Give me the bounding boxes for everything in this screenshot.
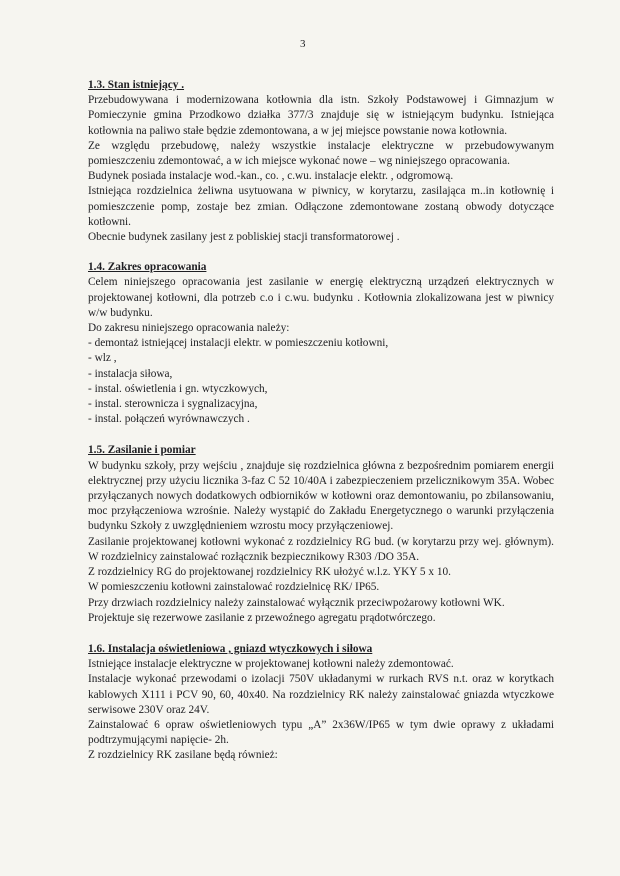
paragraph: Istniejące instalacje elektryczne w projektowanej kotłowni należy zdemontować. <box>88 658 454 671</box>
paragraph: Istniejąca rozdzielnica żeliwna usytuowana w piwnicy, w korytarzu, zasilająca m..in kotłownię i pomieszczenie pomp, zostaje bez zmian. Odłączone zdemontowane zostaną obwody dotyczące kotłowni. <box>88 185 554 228</box>
paragraph: Z rozdzielnicy RK zasilane będą również: <box>88 749 278 762</box>
section-zasilanie-i-pomiar <box>88 443 554 625</box>
list-item: - wlz , <box>88 352 117 365</box>
paragraph: Zasilanie projektowanej kotłowni wykonać z rozdzielnicy RG bud. (w korytarzu przy wej. głównym). W rozdzielnicy zainstalować rozłącznik bezpiecznikowy R303 /DO 35A. <box>88 535 554 563</box>
list-item: - instalacja siłowa, <box>88 367 173 380</box>
section-heading: 1.4. Zakres opracowania <box>88 261 207 274</box>
paragraph: Z rozdzielnicy RG do projektowanej rozdzielnicy RK ułożyć w.l.z. YKY 5 x 10. <box>88 566 451 579</box>
paragraph: Projektuje się rezerwowe zasilanie z przewoźnego agregatu prądotwórczego. <box>88 611 436 624</box>
list-item: - instal. sterownicza i sygnalizacyjna, <box>88 398 258 411</box>
list-item: - demontaż istniejącej instalacji elektr. w pomieszczeniu kotłowni, <box>88 337 389 350</box>
document-body <box>88 74 554 764</box>
section-instalacja-oswietleniowa <box>88 642 554 764</box>
paragraph: W pomieszczeniu kotłowni zainstalować rozdzielnicę RK/ IP65. <box>88 581 380 594</box>
paragraph: Celem niniejszego opracowania jest zasilanie w energię elektryczną urządzeń elektrycznych w projektowanej kotłowni, dla potrzeb c.o i c.wu. budynku . Kotłownia zlokalizowana jest w piwnicy w/w budynku. <box>88 276 554 319</box>
list-item: - instal. oświetlenia i gn. wtyczkowych, <box>88 382 268 395</box>
paragraph: Ze względu przebudowę, należy wszystkie instalacje elektryczne w przebudowywanym pomieszczeniu zdemontować, a w ich miejsce wykonać nowe – wg niniejszego opracowania. <box>88 139 554 168</box>
paragraph: Obecnie budynek zasilany jest z pobliskiej stacji transformatorowej . <box>88 231 400 244</box>
scope-list <box>88 336 554 427</box>
page-number: 3 <box>300 38 307 50</box>
paragraph: Budynek posiada instalacje wod.-kan., co. , c.wu. instalacje elektr. , odgromową. <box>88 170 454 183</box>
paragraph: W budynku szkoły, przy wejściu , znajduje się rozdzielnica główna z bezpośrednim pomiarem energii elektrycznej przy użyciu licznika 3-faz C 52 10/40A i zabezpieczeniem przelicznikowym 35A. Wobec przyłączanych nowych dodatkowych odbiorników w kotłowni oraz demontowaniu, po zbilansowaniu, moc przyłączeniowa wzrośnie. Należy wystąpić do Zakładu Energetycznego o warunki przyłączenia budynku Szkoły z uwzględnieniem wzrostu mocy przyłączeniowej. <box>88 459 554 533</box>
list-item: - instal. połączeń wyrównawczych . <box>88 413 250 426</box>
section-heading: 1.6. Instalacja oświetleniowa , gniazd wtyczkowych i siłowa <box>88 642 373 655</box>
paragraph: Do zakresu niniejszego opracowania należy: <box>88 322 290 335</box>
section-heading: 1.5. Zasilanie i pomiar <box>88 444 196 457</box>
paragraph: Instalacje wykonać przewodami o izolacji 750V układanymi w rurkach RVS n.t. oraz w korytkach kablowych X111 i PCV 90, 60, 40x40. Na rozdzielnicy RK należy zainstalować gniazda wtyczkowe serwisowe 230V oraz 24V. <box>88 673 554 716</box>
section-zakres-opracowania <box>88 260 554 427</box>
section-stan-istniejacy <box>88 78 554 245</box>
section-heading: 1.3. Stan istniejący . <box>88 79 185 91</box>
paragraph: Zainstalować 6 opraw oświetleniowych typu „A” 2x36W/IP65 w tym dwie oprawy z układami podtrzymującymi napięcie- 2h. <box>88 718 554 747</box>
paragraph: Przebudowywana i modernizowana kotłownia dla istn. Szkoły Podstawowej i Gimnazjum w Pomieczynie gmina Przodkowo działka 377/3 znajduje się w istniejącym budynku. Istniejąca kotłownia na paliwo stałe będzie zdemontowana, a w jej miejsce powstanie nowa kotłownia. <box>88 94 554 137</box>
paragraph: Przy drzwiach rozdzielnicy należy zainstalować wyłącznik przeciwpożarowy kotłowni WK. <box>88 596 505 609</box>
